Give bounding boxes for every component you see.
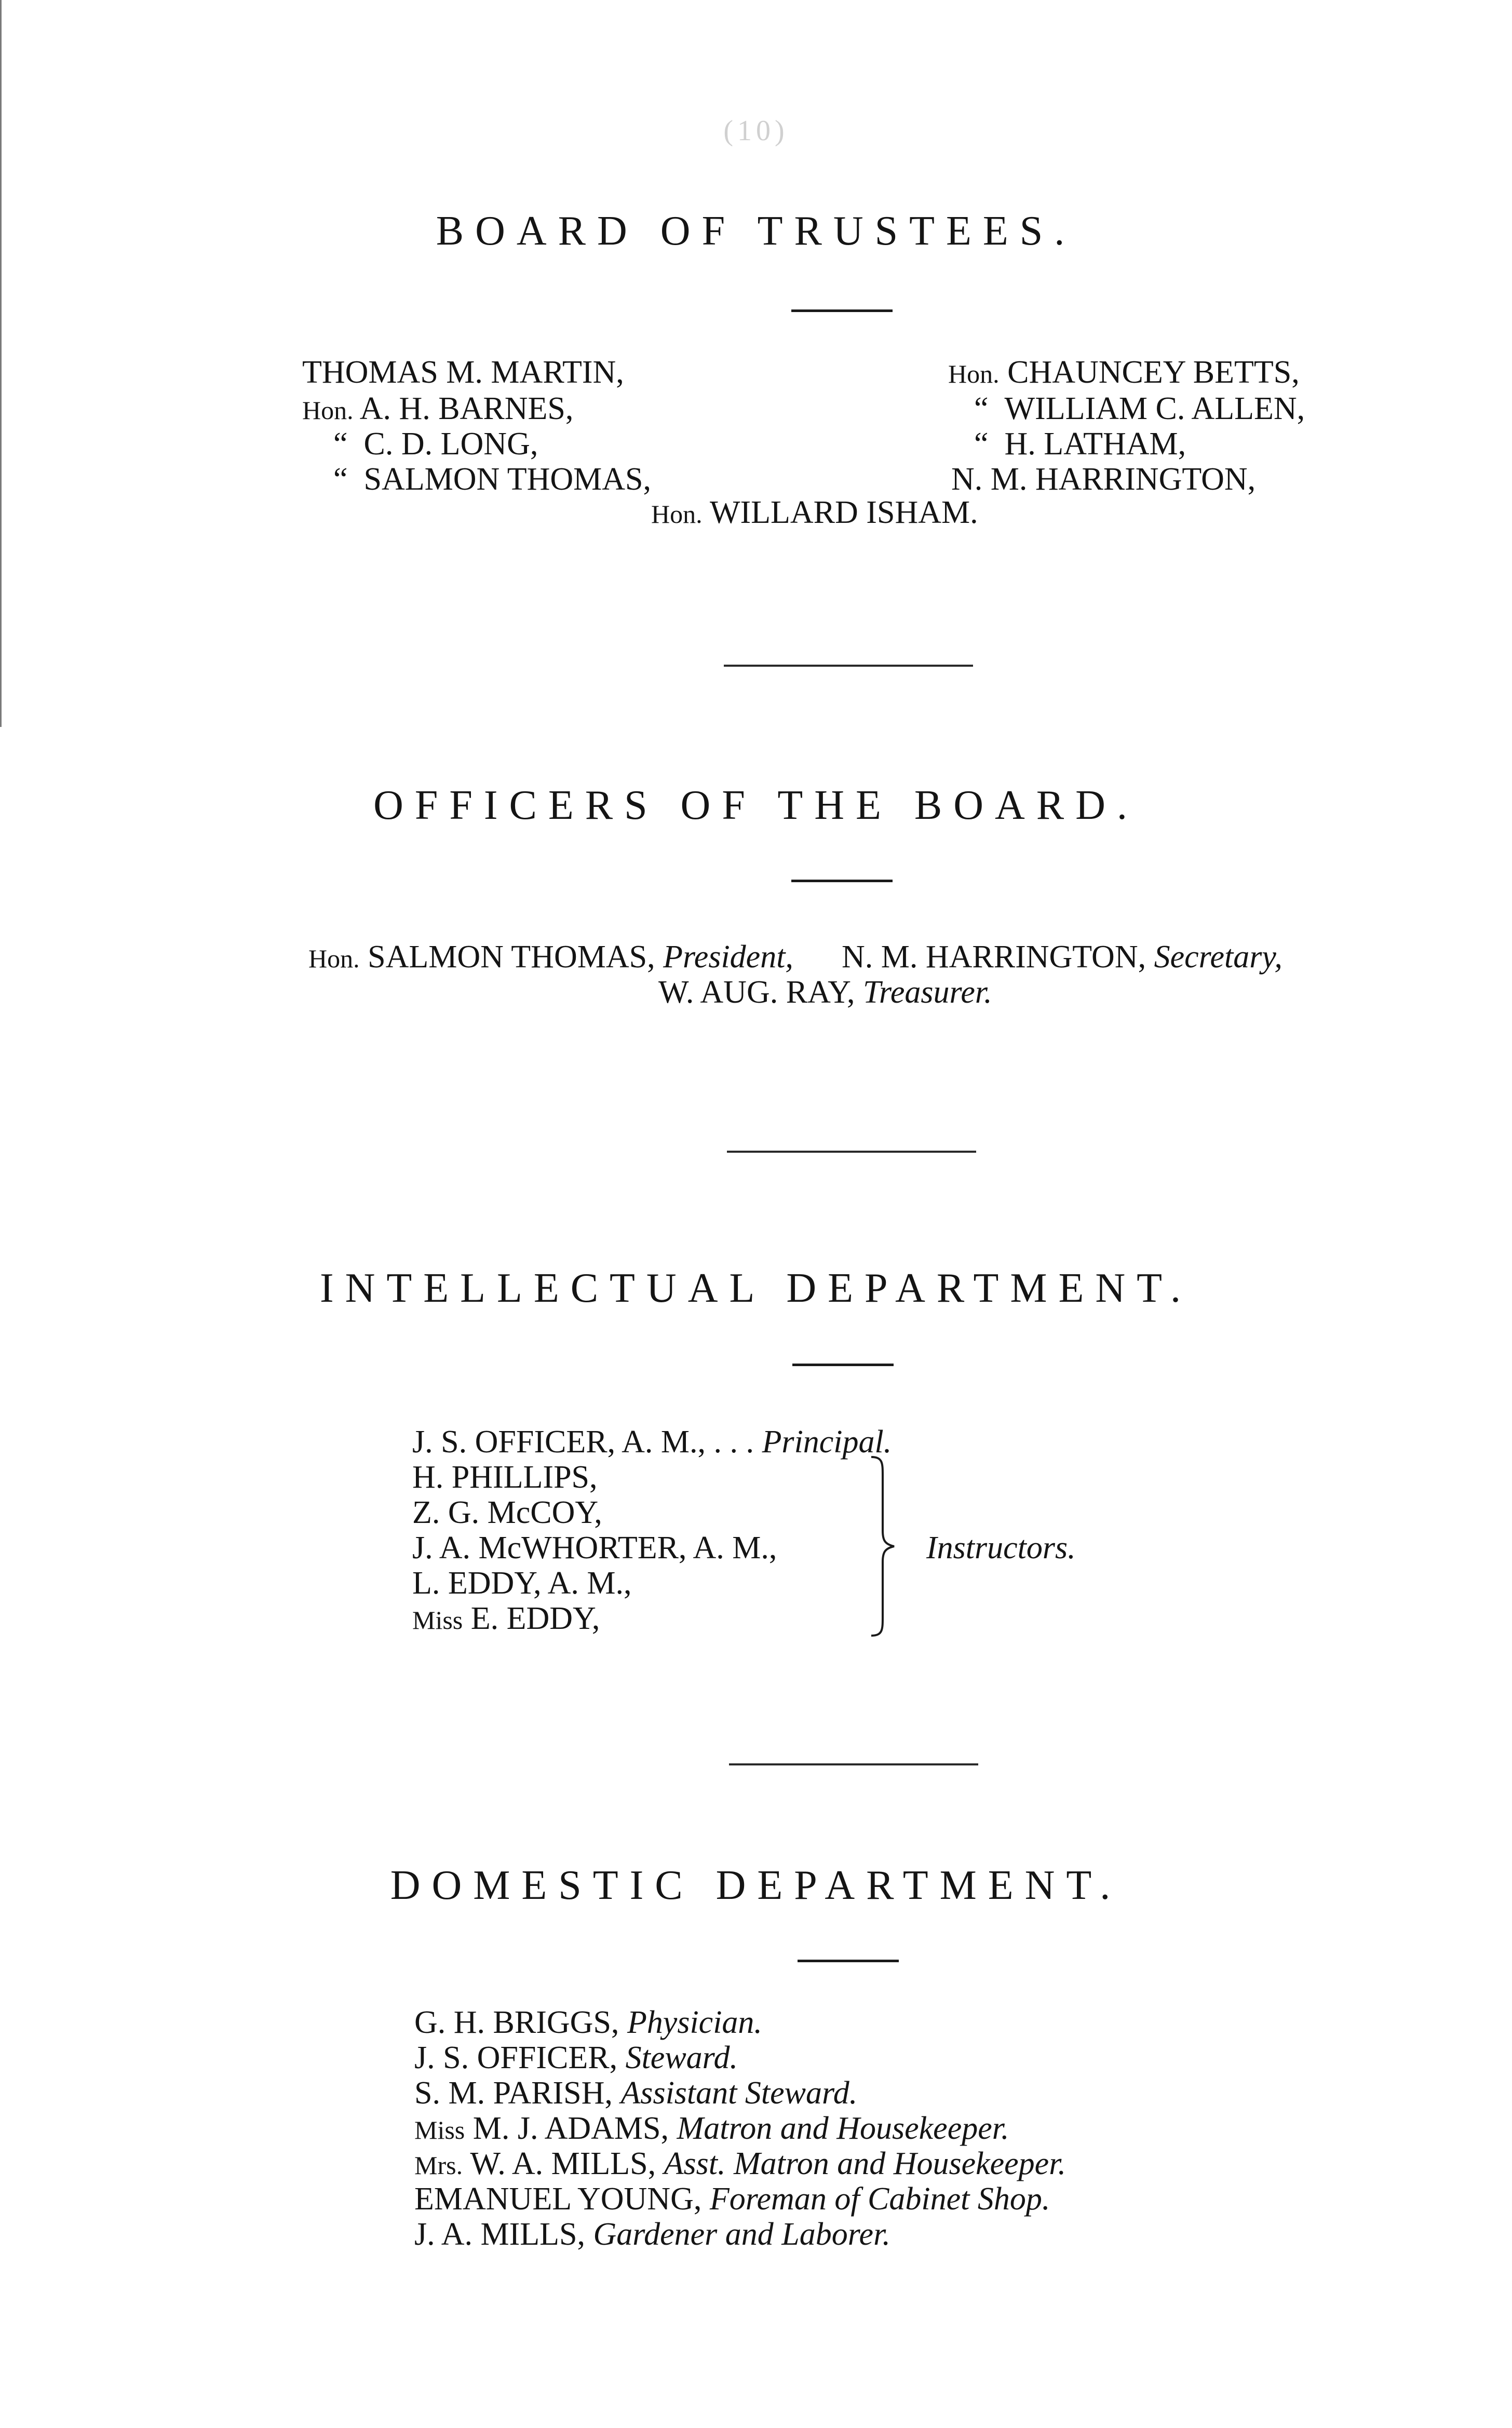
domestic-heading-rule (798, 1960, 899, 1962)
trustee-right-1: Hon. CHAUNCEY BETTS, (948, 355, 1300, 390)
principal-line: J. S. OFFICER, A. M., . . . Principal. (412, 1424, 892, 1460)
section-divider-1 (724, 665, 973, 667)
trustee-center: Hon. WILLARD ISHAM. (651, 495, 978, 530)
instructor-4: L. EDDY, A. M., (412, 1566, 632, 1601)
intellectual-heading: INTELLECTUAL DEPARTMENT. (319, 1265, 1193, 1311)
staff-3: S. M. PARISH, Assistant Steward. (414, 2075, 858, 2111)
page-edge-line (0, 0, 2, 727)
trustee-right-4: N. M. HARRINGTON, (951, 462, 1256, 497)
section-divider-3 (729, 1763, 978, 1765)
section-divider-2 (727, 1151, 976, 1153)
domestic-heading: DOMESTIC DEPARTMENT. (390, 1863, 1122, 1908)
trustee-left-2: Hon. A. H. BARNES, (302, 391, 574, 426)
staff-2: J. S. OFFICER, Steward. (414, 2040, 738, 2075)
staff-7: J. A. MILLS, Gardener and Laborer. (414, 2217, 890, 2252)
instructors-label: Instructors. (926, 1530, 1076, 1566)
officers-heading-rule (791, 880, 893, 882)
officers-line-2: W. AUG. RAY, Treasurer. (658, 975, 992, 1010)
instructors-brace-icon (864, 1453, 906, 1640)
instructor-1: H. PHILLIPS, (412, 1460, 598, 1495)
intellectual-heading-rule (792, 1364, 894, 1366)
instructor-5: Miss E. EDDY, (412, 1601, 600, 1636)
staff-5: Mrs. W. A. MILLS, Asst. Matron and Housekeeper. (414, 2146, 1066, 2181)
trustee-left-1: THOMAS M. MARTIN, (302, 355, 624, 390)
officers-line-1: Hon. SALMON THOMAS, President, N. M. HARRINGTON, Secretary, (308, 939, 1282, 975)
staff-1: G. H. BRIGGS, Physician. (414, 2005, 762, 2040)
staff-6: EMANUEL YOUNG, Foreman of Cabinet Shop. (414, 2181, 1050, 2217)
board-of-trustees-heading: BOARD OF TRUSTEES. (436, 208, 1076, 254)
trustee-right-3: “ H. LATHAM, (974, 426, 1186, 462)
instructor-2: Z. G. McCOY, (412, 1495, 602, 1530)
trustee-right-2: “ WILLIAM C. ALLEN, (974, 391, 1305, 426)
trustee-left-3: “ C. D. LONG, (333, 426, 538, 462)
trustees-heading-rule (791, 309, 893, 312)
staff-4: Miss M. J. ADAMS, Matron and Housekeeper. (414, 2111, 1009, 2146)
page-number: (10) (723, 115, 789, 147)
trustee-left-4: “ SALMON THOMAS, (333, 462, 652, 497)
instructor-3: J. A. McWHORTER, A. M., (412, 1530, 777, 1566)
officers-heading: OFFICERS OF THE BOARD. (373, 783, 1139, 828)
